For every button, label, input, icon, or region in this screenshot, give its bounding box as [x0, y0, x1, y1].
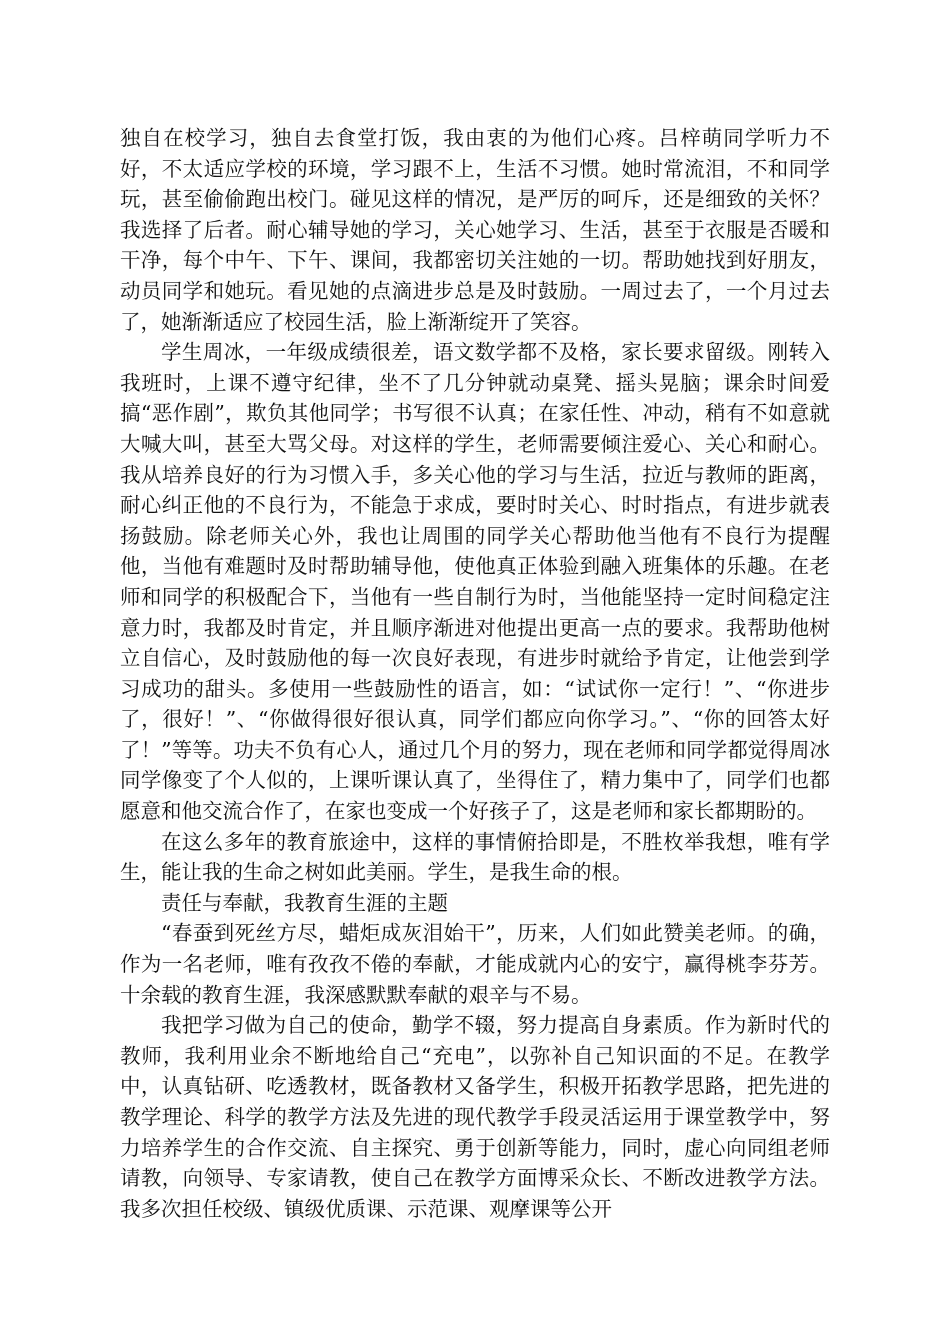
section-heading: 责任与奉献，我教育生涯的主题	[161, 890, 448, 915]
paragraph-dedication: “春蚕到死丝方尽，蜡炬成灰泪始干”，历来，人们如此赞美老师。的确，作为一名老师，唯有孜孜不倦的奉献，才能成就内心的安宁，赢得桃李芬芳。十余载的教育生涯，我深感默默奉献的艰辛与不易。	[120, 921, 830, 1007]
paragraph-reflection: 在这么多年的教育旅途中，这样的事情俯拾即是，不胜枚举我想，唯有学生，能让我的生命之树如此美丽。学生，是我生命的根。	[120, 829, 830, 885]
paragraph-learning: 我把学习做为自己的使命，勤学不辍，努力提高自身素质。作为新时代的教师，我利用业余不断地给自己“充电”，以弥补自己知识面的不足。在教学中，认真钻研、吃透教材，既备教材又备学生，积极开拓教学思路，把先进的教学理论、科学的教学方法及先进的现代教学手段灵活运用于课堂教学中，努力培养学生的合作交流、自主探究、勇于创新等能力，同时，虚心向同组老师请教，向领导、专家请教，使自己在教学方面博采众长、不断改进教学方法。我多次担任校级、镇级优质课、示范课、观摩课等公开	[120, 1013, 830, 1221]
paragraph-zhou-bing: 学生周冰，一年级成绩很差，语文数学都不及格，家长要求留级。刚转入我班时，上课不遵守纪律，坐不了几分钟就动桌凳、摇头晃脑；课余时间爱搞“恶作剧”，欺负其他同学；书写很不认真；在家任性、冲动，稍有不如意就大喊大叫，甚至大骂父母。对这样的学生，老师需要倾注爱心、关心和耐心。我从培养良好的行为习惯入手，多关心他的学习与生活，拉近与教师的距离，耐心纠正他的不良行为，不能急于求成，要时时关心、时时指点，有进步就表扬鼓励。除老师关心外，我也让周围的同学关心帮助他当他有不良行为提醒他，当他有难题时及时帮助辅导他，使他真正体验到融入班集体的乐趣。在老师和同学的积极配合下，当他有一些自制行为时，当他能坚持一定时间稳定注意力时，我都及时肯定，并且顺序渐进对他提出更高一点的要求。我帮助他树立自信心，及时鼓励他的每一次良好表现，有进步时就给予肯定，让他尝到学习成功的甜头。多使用一些鼓励性的语言，如：“试试你一定行！”、“你进步了，很好！”、“你做得很好很认真，同学们都应向你学习。”、“你的回答太好了！”等等。功夫不负有心人，通过几个月的努力，现在老师和同学都觉得周冰同学像变了个人似的，上课听课认真了，坐得住了，精力集中了，同学们也都愿意和他交流合作了，在家也变成一个好孩子了，这是老师和家长都期盼的。	[120, 340, 830, 824]
document-body	[120, 123, 830, 1224]
paragraph-continuation: 独自在校学习，独自去食堂打饭，我由衷的为他们心疼。吕梓萌同学听力不好，不太适应学校的环境，学习跟不上，生活不习惯。她时常流泪，不和同学玩，甚至偷偷跑出校门。碰见这样的情况，是严厉的呵斥，还是细致的关怀？我选择了后者。耐心辅导她的学习，关心她学习、生活，甚至于衣服是否暖和干净，每个中午、下午、课间，我都密切关注她的一切。帮助她找到好朋友，动员同学和她玩。看见她的点滴进步总是及时鼓励。一周过去了，一个月过去了，她渐渐适应了校园生活，脸上渐渐绽开了笑容。	[120, 126, 830, 334]
